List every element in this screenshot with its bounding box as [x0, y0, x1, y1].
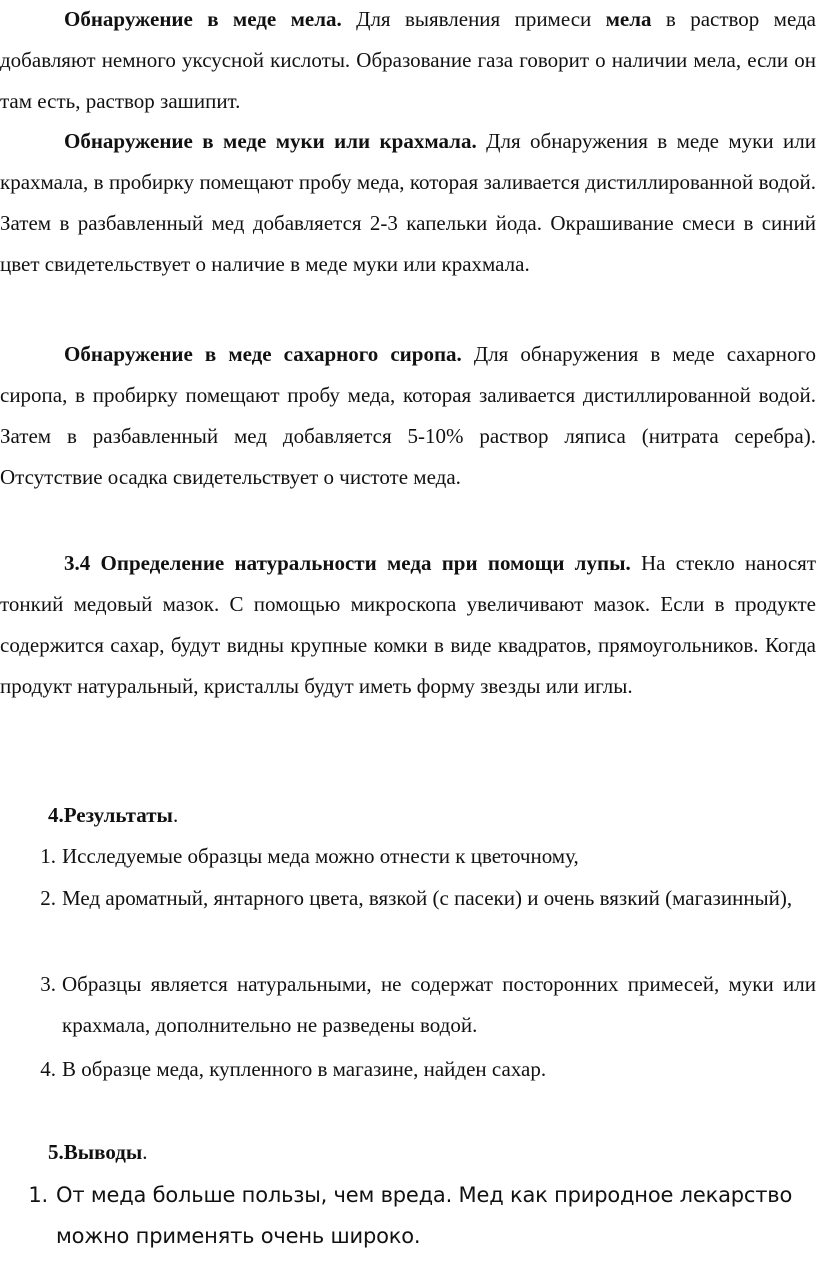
paragraph-chalk	[0, 0, 816, 122]
list-item-number: 3.	[40, 972, 56, 996]
paragraph-chalk-text-b: в раствор меда добавляют немного уксусной кислоты. Образование газа говорит о наличии мела, если он там есть, раствор зашипит.	[0, 7, 816, 113]
paragraph-flour	[0, 121, 816, 285]
list-item-number: 1.	[40, 844, 56, 868]
results-heading-label: 4.Результаты	[48, 803, 173, 827]
paragraph-magnifier-text: На стекло наносят тонкий медовый мазок. С помощью микроскопа увеличивают мазок. Если в продукте содержится сахар, будут видны крупные комки в виде квадратов, прямоугольников. Когда продукт натуральный, кристаллы будут иметь форму звезды или иглы.	[0, 551, 816, 698]
list-item-text: Образцы является натуральными, не содержат посторонних примесей, муки или крахмала, дополнительно не разведены водой.	[62, 972, 816, 1037]
list-item-number: 1.	[28, 1183, 48, 1207]
paragraph-chalk-keyword: мела	[605, 7, 652, 31]
paragraph-syrup	[0, 334, 816, 498]
list-item-number: 2.	[40, 886, 56, 910]
list-item	[40, 836, 816, 877]
paragraph-syrup-text: Для обнаружения в меде сахарного сиропа, в пробирку помещают пробу меда, которая заливается дистиллированной водой. Затем в разбавленный мед добавляется 5-10% раствор ляписа (нитрата серебра). Отсутствие осадка свидетельствует о чистоте меда.	[0, 342, 816, 489]
list-item	[28, 1175, 816, 1257]
paragraph-magnifier-title: 3.4 Определение натуральности меда при помощи лупы.	[64, 551, 631, 575]
list-item-text: Мед ароматный, янтарного цвета, вязкой (с пасеки) и очень вязкий (магазинный),	[62, 886, 793, 910]
list-item-text: В образце меда, купленного в магазине, найден сахар.	[62, 1057, 547, 1081]
list-item-number: 4.	[40, 1057, 56, 1081]
list-item	[40, 1049, 816, 1090]
paragraph-syrup-title: Обнаружение в меде сахарного сиропа.	[64, 342, 462, 366]
paragraph-magnifier	[0, 543, 816, 707]
list-item	[40, 878, 816, 919]
results-heading	[48, 795, 178, 836]
paragraph-chalk-title: Обнаружение в меде мела.	[64, 7, 342, 31]
list-item-text: Исследуемые образцы меда можно отнести к цветочному,	[62, 844, 579, 868]
conclusions-heading-label: 5.Выводы	[48, 1140, 143, 1164]
conclusions-heading	[48, 1132, 148, 1173]
list-item	[40, 964, 816, 1046]
results-heading-suffix: .	[172, 803, 179, 827]
list-item-text: От меда больше пользы, чем вреда. Мед как природное лекарство можно применять очень широко.	[56, 1183, 793, 1248]
conclusions-heading-suffix: .	[142, 1140, 148, 1164]
paragraph-chalk-text-a: Для выявления примеси	[341, 7, 606, 31]
paragraph-flour-title: Обнаружение в меде муки или крахмала.	[64, 129, 477, 153]
paragraph-flour-text: Для обнаружения в меде муки или крахмала, в пробирку помещают пробу меда, которая заливается дистиллированной водой. Затем в разбавленный мед добавляется 2-3 капельки йода. Окрашивание смеси в синий цвет свидетельствует о наличие в меде муки или крахмала.	[0, 129, 816, 276]
